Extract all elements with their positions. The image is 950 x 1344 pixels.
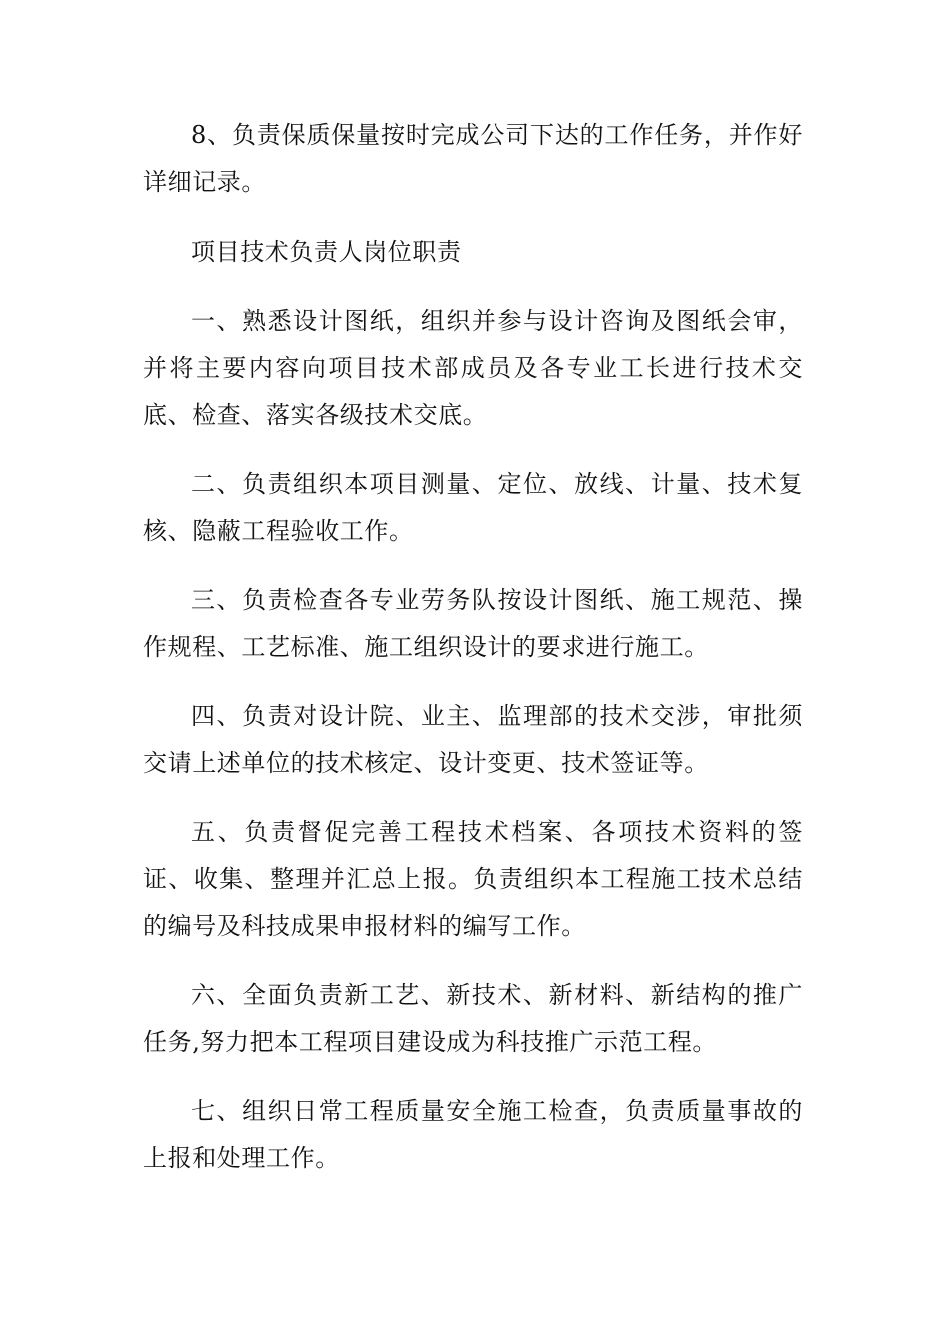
paragraph-duty-1: 一、熟悉设计图纸，组织并参与设计咨询及图纸会审，并将主要内容向项目技术部成员及各专业工长进行技术交底、检查、落实各级技术交底。: [143, 307, 803, 429]
document-page: [143, 112, 803, 1204]
paragraph-item-8: 8、负责保质保量按时完成公司下达的工作任务，并作好详细记录。: [143, 121, 803, 196]
paragraph-duty-6: 六、全面负责新工艺、新技术、新材料、新结构的推广任务,努力把本工程项目建设成为科技推广示范工程。: [143, 981, 803, 1056]
paragraph-duty-3: 三、负责检查各专业劳务队按设计图纸、施工规范、操作规程、工艺标准、施工组织设计的要求进行施工。: [143, 586, 803, 661]
section-heading: 项目技术负责人岗位职责: [191, 238, 462, 266]
paragraph-duty-2: 二、负责组织本项目测量、定位、放线、计量、技术复核、隐蔽工程验收工作。: [143, 470, 803, 545]
paragraph-duty-5: 五、负责督促完善工程技术档案、各项技术资料的签证、收集、整理并汇总上报。负责组织本工程施工技术总结的编号及科技成果申报材料的编写工作。: [143, 818, 803, 940]
paragraph-duty-7: 七、组织日常工程质量安全施工检查，负责质量事故的上报和处理工作。: [143, 1097, 803, 1172]
paragraph-duty-4: 四、负责对设计院、业主、监理部的技术交涉，审批须交请上述单位的技术核定、设计变更、技术签证等。: [143, 702, 803, 777]
